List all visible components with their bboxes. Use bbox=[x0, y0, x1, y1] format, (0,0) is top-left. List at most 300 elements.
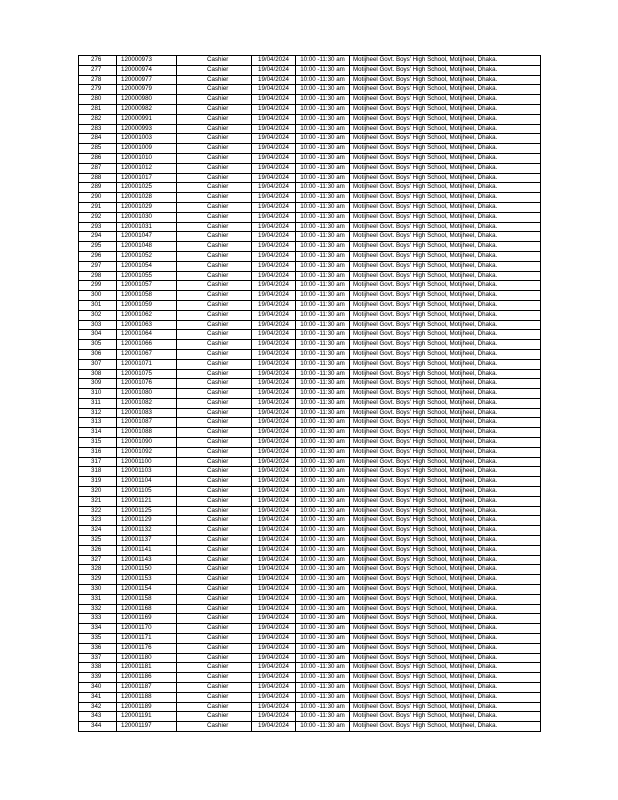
serial-cell: 329 bbox=[79, 575, 117, 585]
venue-cell: Motijheel Govt. Boys' High School, Motijheel, Dhaka. bbox=[350, 163, 541, 173]
table-row bbox=[79, 232, 541, 242]
roll-number-cell: 120001197 bbox=[117, 722, 177, 732]
exam-date-cell: 19/04/2024 bbox=[252, 722, 296, 732]
venue-cell: Motijheel Govt. Boys' High School, Motijheel, Dhaka. bbox=[350, 545, 541, 555]
table-row bbox=[79, 487, 541, 497]
table-row bbox=[79, 692, 541, 702]
exam-time-cell: 10:00 -11:30 am bbox=[296, 222, 350, 232]
serial-cell: 279 bbox=[79, 85, 117, 95]
post-cell: Cashier bbox=[177, 575, 252, 585]
exam-time-cell: 10:00 -11:30 am bbox=[296, 634, 350, 644]
post-cell: Cashier bbox=[177, 585, 252, 595]
venue-cell: Motijheel Govt. Boys' High School, Motijheel, Dhaka. bbox=[350, 75, 541, 85]
venue-cell: Motijheel Govt. Boys' High School, Motijheel, Dhaka. bbox=[350, 663, 541, 673]
exam-date-cell: 19/04/2024 bbox=[252, 202, 296, 212]
post-cell: Cashier bbox=[177, 594, 252, 604]
exam-date-cell: 19/04/2024 bbox=[252, 702, 296, 712]
exam-time-cell: 10:00 -11:30 am bbox=[296, 555, 350, 565]
exam-date-cell: 19/04/2024 bbox=[252, 340, 296, 350]
roll-number-cell: 120001187 bbox=[117, 683, 177, 693]
table-row bbox=[79, 477, 541, 487]
serial-cell: 277 bbox=[79, 65, 117, 75]
serial-cell: 330 bbox=[79, 585, 117, 595]
table-row bbox=[79, 251, 541, 261]
serial-cell: 311 bbox=[79, 398, 117, 408]
post-cell: Cashier bbox=[177, 359, 252, 369]
serial-cell: 314 bbox=[79, 428, 117, 438]
serial-cell: 336 bbox=[79, 643, 117, 653]
venue-cell: Motijheel Govt. Boys' High School, Motijheel, Dhaka. bbox=[350, 251, 541, 261]
table-row bbox=[79, 242, 541, 252]
post-cell: Cashier bbox=[177, 428, 252, 438]
post-cell: Cashier bbox=[177, 65, 252, 75]
roll-number-cell: 120001082 bbox=[117, 398, 177, 408]
exam-time-cell: 10:00 -11:30 am bbox=[296, 428, 350, 438]
post-cell: Cashier bbox=[177, 555, 252, 565]
exam-date-cell: 19/04/2024 bbox=[252, 104, 296, 114]
exam-date-cell: 19/04/2024 bbox=[252, 134, 296, 144]
post-cell: Cashier bbox=[177, 310, 252, 320]
serial-cell: 309 bbox=[79, 379, 117, 389]
table-row bbox=[79, 536, 541, 546]
exam-time-cell: 10:00 -11:30 am bbox=[296, 594, 350, 604]
roll-number-cell: 120001168 bbox=[117, 604, 177, 614]
post-cell: Cashier bbox=[177, 242, 252, 252]
post-cell: Cashier bbox=[177, 349, 252, 359]
serial-cell: 303 bbox=[79, 320, 117, 330]
table-row bbox=[79, 95, 541, 105]
table-row bbox=[79, 643, 541, 653]
exam-time-cell: 10:00 -11:30 am bbox=[296, 359, 350, 369]
table-row bbox=[79, 281, 541, 291]
venue-cell: Motijheel Govt. Boys' High School, Motijheel, Dhaka. bbox=[350, 438, 541, 448]
roll-number-cell: 120001075 bbox=[117, 369, 177, 379]
table-row bbox=[79, 75, 541, 85]
table-row bbox=[79, 271, 541, 281]
exam-date-cell: 19/04/2024 bbox=[252, 222, 296, 232]
serial-cell: 283 bbox=[79, 124, 117, 134]
serial-cell: 305 bbox=[79, 340, 117, 350]
roll-number-cell: 120001158 bbox=[117, 594, 177, 604]
exam-time-cell: 10:00 -11:30 am bbox=[296, 369, 350, 379]
serial-cell: 333 bbox=[79, 614, 117, 624]
exam-date-cell: 19/04/2024 bbox=[252, 300, 296, 310]
venue-cell: Motijheel Govt. Boys' High School, Motijheel, Dhaka. bbox=[350, 242, 541, 252]
venue-cell: Motijheel Govt. Boys' High School, Motijheel, Dhaka. bbox=[350, 144, 541, 154]
roll-number-cell: 120001092 bbox=[117, 447, 177, 457]
roll-number-cell: 120001076 bbox=[117, 379, 177, 389]
table-row bbox=[79, 555, 541, 565]
roll-number-cell: 120001062 bbox=[117, 310, 177, 320]
exam-time-cell: 10:00 -11:30 am bbox=[296, 85, 350, 95]
serial-cell: 318 bbox=[79, 467, 117, 477]
exam-time-cell: 10:00 -11:30 am bbox=[296, 193, 350, 203]
venue-cell: Motijheel Govt. Boys' High School, Motijheel, Dhaka. bbox=[350, 692, 541, 702]
venue-cell: Motijheel Govt. Boys' High School, Motijheel, Dhaka. bbox=[350, 320, 541, 330]
venue-cell: Motijheel Govt. Boys' High School, Motijheel, Dhaka. bbox=[350, 310, 541, 320]
exam-time-cell: 10:00 -11:30 am bbox=[296, 389, 350, 399]
exam-date-cell: 19/04/2024 bbox=[252, 526, 296, 536]
post-cell: Cashier bbox=[177, 722, 252, 732]
serial-cell: 324 bbox=[79, 526, 117, 536]
exam-date-cell: 19/04/2024 bbox=[252, 153, 296, 163]
exam-time-cell: 10:00 -11:30 am bbox=[296, 673, 350, 683]
exam-time-cell: 10:00 -11:30 am bbox=[296, 457, 350, 467]
exam-date-cell: 19/04/2024 bbox=[252, 477, 296, 487]
serial-cell: 286 bbox=[79, 153, 117, 163]
exam-time-cell: 10:00 -11:30 am bbox=[296, 251, 350, 261]
roll-number-cell: 120001141 bbox=[117, 545, 177, 555]
post-cell: Cashier bbox=[177, 222, 252, 232]
serial-cell: 290 bbox=[79, 193, 117, 203]
serial-cell: 288 bbox=[79, 173, 117, 183]
table-row bbox=[79, 222, 541, 232]
post-cell: Cashier bbox=[177, 212, 252, 222]
serial-cell: 342 bbox=[79, 702, 117, 712]
roll-number-cell: 120001071 bbox=[117, 359, 177, 369]
venue-cell: Motijheel Govt. Boys' High School, Motijheel, Dhaka. bbox=[350, 330, 541, 340]
venue-cell: Motijheel Govt. Boys' High School, Motijheel, Dhaka. bbox=[350, 349, 541, 359]
roll-number-cell: 120001181 bbox=[117, 663, 177, 673]
venue-cell: Motijheel Govt. Boys' High School, Motijheel, Dhaka. bbox=[350, 271, 541, 281]
serial-cell: 323 bbox=[79, 516, 117, 526]
serial-cell: 328 bbox=[79, 565, 117, 575]
exam-time-cell: 10:00 -11:30 am bbox=[296, 536, 350, 546]
serial-cell: 302 bbox=[79, 310, 117, 320]
venue-cell: Motijheel Govt. Boys' High School, Motijheel, Dhaka. bbox=[350, 506, 541, 516]
venue-cell: Motijheel Govt. Boys' High School, Motijheel, Dhaka. bbox=[350, 232, 541, 242]
post-cell: Cashier bbox=[177, 369, 252, 379]
post-cell: Cashier bbox=[177, 153, 252, 163]
table-row bbox=[79, 506, 541, 516]
roll-number-cell: 120001188 bbox=[117, 692, 177, 702]
venue-cell: Motijheel Govt. Boys' High School, Motijheel, Dhaka. bbox=[350, 624, 541, 634]
venue-cell: Motijheel Govt. Boys' High School, Motijheel, Dhaka. bbox=[350, 222, 541, 232]
table-row bbox=[79, 585, 541, 595]
exam-date-cell: 19/04/2024 bbox=[252, 692, 296, 702]
exam-date-cell: 19/04/2024 bbox=[252, 408, 296, 418]
exam-time-cell: 10:00 -11:30 am bbox=[296, 408, 350, 418]
table-row bbox=[79, 330, 541, 340]
post-cell: Cashier bbox=[177, 281, 252, 291]
table-row bbox=[79, 526, 541, 536]
table-row bbox=[79, 340, 541, 350]
serial-cell: 332 bbox=[79, 604, 117, 614]
roll-number-cell: 120001189 bbox=[117, 702, 177, 712]
exam-time-cell: 10:00 -11:30 am bbox=[296, 340, 350, 350]
roll-number-cell: 120001028 bbox=[117, 193, 177, 203]
venue-cell: Motijheel Govt. Boys' High School, Motijheel, Dhaka. bbox=[350, 340, 541, 350]
exam-date-cell: 19/04/2024 bbox=[252, 585, 296, 595]
post-cell: Cashier bbox=[177, 457, 252, 467]
table-row bbox=[79, 389, 541, 399]
post-cell: Cashier bbox=[177, 408, 252, 418]
table-row bbox=[79, 575, 541, 585]
post-cell: Cashier bbox=[177, 193, 252, 203]
venue-cell: Motijheel Govt. Boys' High School, Motijheel, Dhaka. bbox=[350, 85, 541, 95]
table-row bbox=[79, 457, 541, 467]
post-cell: Cashier bbox=[177, 516, 252, 526]
post-cell: Cashier bbox=[177, 418, 252, 428]
serial-cell: 312 bbox=[79, 408, 117, 418]
serial-cell: 339 bbox=[79, 673, 117, 683]
serial-cell: 281 bbox=[79, 104, 117, 114]
exam-date-cell: 19/04/2024 bbox=[252, 114, 296, 124]
roll-number-cell: 120001066 bbox=[117, 340, 177, 350]
roll-number-cell: 120001104 bbox=[117, 477, 177, 487]
table-row bbox=[79, 545, 541, 555]
post-cell: Cashier bbox=[177, 398, 252, 408]
exam-time-cell: 10:00 -11:30 am bbox=[296, 153, 350, 163]
exam-date-cell: 19/04/2024 bbox=[252, 594, 296, 604]
serial-cell: 317 bbox=[79, 457, 117, 467]
venue-cell: Motijheel Govt. Boys' High School, Motijheel, Dhaka. bbox=[350, 359, 541, 369]
exam-date-cell: 19/04/2024 bbox=[252, 232, 296, 242]
table-row bbox=[79, 398, 541, 408]
exam-date-cell: 19/04/2024 bbox=[252, 359, 296, 369]
exam-date-cell: 19/04/2024 bbox=[252, 95, 296, 105]
exam-time-cell: 10:00 -11:30 am bbox=[296, 291, 350, 301]
venue-cell: Motijheel Govt. Boys' High School, Motijheel, Dhaka. bbox=[350, 212, 541, 222]
exam-time-cell: 10:00 -11:30 am bbox=[296, 124, 350, 134]
venue-cell: Motijheel Govt. Boys' High School, Motijheel, Dhaka. bbox=[350, 124, 541, 134]
serial-cell: 313 bbox=[79, 418, 117, 428]
post-cell: Cashier bbox=[177, 545, 252, 555]
table-row bbox=[79, 134, 541, 144]
table-row bbox=[79, 153, 541, 163]
table-row bbox=[79, 104, 541, 114]
roll-number-cell: 120001010 bbox=[117, 153, 177, 163]
exam-date-cell: 19/04/2024 bbox=[252, 398, 296, 408]
exam-time-cell: 10:00 -11:30 am bbox=[296, 653, 350, 663]
roll-number-cell: 120001153 bbox=[117, 575, 177, 585]
table-row bbox=[79, 604, 541, 614]
table-row bbox=[79, 349, 541, 359]
exam-time-cell: 10:00 -11:30 am bbox=[296, 722, 350, 732]
exam-date-cell: 19/04/2024 bbox=[252, 251, 296, 261]
serial-cell: 291 bbox=[79, 202, 117, 212]
exam-date-cell: 19/04/2024 bbox=[252, 673, 296, 683]
roll-number-cell: 120001103 bbox=[117, 467, 177, 477]
venue-cell: Motijheel Govt. Boys' High School, Motijheel, Dhaka. bbox=[350, 457, 541, 467]
exam-date-cell: 19/04/2024 bbox=[252, 173, 296, 183]
post-cell: Cashier bbox=[177, 438, 252, 448]
exam-date-cell: 19/04/2024 bbox=[252, 418, 296, 428]
table-row bbox=[79, 663, 541, 673]
exam-time-cell: 10:00 -11:30 am bbox=[296, 575, 350, 585]
table-row bbox=[79, 359, 541, 369]
exam-date-cell: 19/04/2024 bbox=[252, 575, 296, 585]
exam-time-cell: 10:00 -11:30 am bbox=[296, 506, 350, 516]
roll-number-cell: 120001180 bbox=[117, 653, 177, 663]
venue-cell: Motijheel Govt. Boys' High School, Motijheel, Dhaka. bbox=[350, 467, 541, 477]
table-row bbox=[79, 408, 541, 418]
serial-cell: 294 bbox=[79, 232, 117, 242]
serial-cell: 289 bbox=[79, 183, 117, 193]
exam-time-cell: 10:00 -11:30 am bbox=[296, 349, 350, 359]
post-cell: Cashier bbox=[177, 526, 252, 536]
venue-cell: Motijheel Govt. Boys' High School, Motijheel, Dhaka. bbox=[350, 477, 541, 487]
table-row bbox=[79, 712, 541, 722]
venue-cell: Motijheel Govt. Boys' High School, Motijheel, Dhaka. bbox=[350, 702, 541, 712]
table-row bbox=[79, 202, 541, 212]
table-row bbox=[79, 653, 541, 663]
table-row bbox=[79, 594, 541, 604]
roll-number-cell: 120001003 bbox=[117, 134, 177, 144]
serial-cell: 320 bbox=[79, 487, 117, 497]
exam-time-cell: 10:00 -11:30 am bbox=[296, 447, 350, 457]
exam-time-cell: 10:00 -11:30 am bbox=[296, 65, 350, 75]
venue-cell: Motijheel Govt. Boys' High School, Motijheel, Dhaka. bbox=[350, 496, 541, 506]
table-row bbox=[79, 634, 541, 644]
serial-cell: 325 bbox=[79, 536, 117, 546]
table-row bbox=[79, 683, 541, 693]
serial-cell: 292 bbox=[79, 212, 117, 222]
table-row bbox=[79, 614, 541, 624]
table-row bbox=[79, 261, 541, 271]
exam-time-cell: 10:00 -11:30 am bbox=[296, 379, 350, 389]
exam-date-cell: 19/04/2024 bbox=[252, 212, 296, 222]
serial-cell: 343 bbox=[79, 712, 117, 722]
exam-time-cell: 10:00 -11:30 am bbox=[296, 467, 350, 477]
exam-time-cell: 10:00 -11:30 am bbox=[296, 95, 350, 105]
venue-cell: Motijheel Govt. Boys' High School, Motijheel, Dhaka. bbox=[350, 300, 541, 310]
seat-plan-rows bbox=[79, 56, 541, 732]
post-cell: Cashier bbox=[177, 467, 252, 477]
roll-number-cell: 120000991 bbox=[117, 114, 177, 124]
exam-date-cell: 19/04/2024 bbox=[252, 369, 296, 379]
roll-number-cell: 120001067 bbox=[117, 349, 177, 359]
roll-number-cell: 120001030 bbox=[117, 212, 177, 222]
serial-cell: 284 bbox=[79, 134, 117, 144]
serial-cell: 296 bbox=[79, 251, 117, 261]
roll-number-cell: 120001054 bbox=[117, 261, 177, 271]
venue-cell: Motijheel Govt. Boys' High School, Motijheel, Dhaka. bbox=[350, 428, 541, 438]
table-row bbox=[79, 163, 541, 173]
venue-cell: Motijheel Govt. Boys' High School, Motijheel, Dhaka. bbox=[350, 536, 541, 546]
venue-cell: Motijheel Govt. Boys' High School, Motijheel, Dhaka. bbox=[350, 261, 541, 271]
table-row bbox=[79, 428, 541, 438]
serial-cell: 297 bbox=[79, 261, 117, 271]
roll-number-cell: 120000993 bbox=[117, 124, 177, 134]
exam-time-cell: 10:00 -11:30 am bbox=[296, 614, 350, 624]
venue-cell: Motijheel Govt. Boys' High School, Motijheel, Dhaka. bbox=[350, 369, 541, 379]
table-row bbox=[79, 565, 541, 575]
serial-cell: 316 bbox=[79, 447, 117, 457]
roll-number-cell: 120001012 bbox=[117, 163, 177, 173]
roll-number-cell: 120001047 bbox=[117, 232, 177, 242]
post-cell: Cashier bbox=[177, 702, 252, 712]
exam-time-cell: 10:00 -11:30 am bbox=[296, 212, 350, 222]
post-cell: Cashier bbox=[177, 251, 252, 261]
exam-date-cell: 19/04/2024 bbox=[252, 144, 296, 154]
serial-cell: 304 bbox=[79, 330, 117, 340]
post-cell: Cashier bbox=[177, 271, 252, 281]
exam-date-cell: 19/04/2024 bbox=[252, 467, 296, 477]
post-cell: Cashier bbox=[177, 144, 252, 154]
exam-date-cell: 19/04/2024 bbox=[252, 389, 296, 399]
roll-number-cell: 120001169 bbox=[117, 614, 177, 624]
exam-date-cell: 19/04/2024 bbox=[252, 643, 296, 653]
exam-time-cell: 10:00 -11:30 am bbox=[296, 712, 350, 722]
serial-cell: 344 bbox=[79, 722, 117, 732]
exam-date-cell: 19/04/2024 bbox=[252, 438, 296, 448]
exam-time-cell: 10:00 -11:30 am bbox=[296, 202, 350, 212]
exam-time-cell: 10:00 -11:30 am bbox=[296, 692, 350, 702]
roll-number-cell: 120001170 bbox=[117, 624, 177, 634]
table-row bbox=[79, 320, 541, 330]
roll-number-cell: 120001009 bbox=[117, 144, 177, 154]
post-cell: Cashier bbox=[177, 183, 252, 193]
venue-cell: Motijheel Govt. Boys' High School, Motijheel, Dhaka. bbox=[350, 604, 541, 614]
venue-cell: Motijheel Govt. Boys' High School, Motijheel, Dhaka. bbox=[350, 95, 541, 105]
exam-time-cell: 10:00 -11:30 am bbox=[296, 104, 350, 114]
table-row bbox=[79, 438, 541, 448]
post-cell: Cashier bbox=[177, 320, 252, 330]
exam-date-cell: 19/04/2024 bbox=[252, 555, 296, 565]
roll-number-cell: 120001055 bbox=[117, 271, 177, 281]
exam-date-cell: 19/04/2024 bbox=[252, 85, 296, 95]
table-row bbox=[79, 447, 541, 457]
exam-date-cell: 19/04/2024 bbox=[252, 565, 296, 575]
exam-date-cell: 19/04/2024 bbox=[252, 183, 296, 193]
venue-cell: Motijheel Govt. Boys' High School, Motijheel, Dhaka. bbox=[350, 673, 541, 683]
roll-number-cell: 120001191 bbox=[117, 712, 177, 722]
roll-number-cell: 120001129 bbox=[117, 516, 177, 526]
exam-date-cell: 19/04/2024 bbox=[252, 487, 296, 497]
post-cell: Cashier bbox=[177, 340, 252, 350]
table-row bbox=[79, 144, 541, 154]
serial-cell: 306 bbox=[79, 349, 117, 359]
venue-cell: Motijheel Govt. Boys' High School, Motijheel, Dhaka. bbox=[350, 487, 541, 497]
roll-number-cell: 120001059 bbox=[117, 300, 177, 310]
exam-date-cell: 19/04/2024 bbox=[252, 193, 296, 203]
exam-date-cell: 19/04/2024 bbox=[252, 261, 296, 271]
venue-cell: Motijheel Govt. Boys' High School, Motijheel, Dhaka. bbox=[350, 291, 541, 301]
serial-cell: 285 bbox=[79, 144, 117, 154]
serial-cell: 335 bbox=[79, 634, 117, 644]
venue-cell: Motijheel Govt. Boys' High School, Motijheel, Dhaka. bbox=[350, 389, 541, 399]
venue-cell: Motijheel Govt. Boys' High School, Motijheel, Dhaka. bbox=[350, 712, 541, 722]
serial-cell: 280 bbox=[79, 95, 117, 105]
exam-date-cell: 19/04/2024 bbox=[252, 65, 296, 75]
roll-number-cell: 120001176 bbox=[117, 643, 177, 653]
exam-date-cell: 19/04/2024 bbox=[252, 330, 296, 340]
exam-time-cell: 10:00 -11:30 am bbox=[296, 585, 350, 595]
post-cell: Cashier bbox=[177, 232, 252, 242]
post-cell: Cashier bbox=[177, 163, 252, 173]
serial-cell: 338 bbox=[79, 663, 117, 673]
post-cell: Cashier bbox=[177, 496, 252, 506]
venue-cell: Motijheel Govt. Boys' High School, Motijheel, Dhaka. bbox=[350, 173, 541, 183]
roll-number-cell: 120001137 bbox=[117, 536, 177, 546]
venue-cell: Motijheel Govt. Boys' High School, Motijheel, Dhaka. bbox=[350, 683, 541, 693]
venue-cell: Motijheel Govt. Boys' High School, Motijheel, Dhaka. bbox=[350, 153, 541, 163]
table-row bbox=[79, 467, 541, 477]
exam-time-cell: 10:00 -11:30 am bbox=[296, 526, 350, 536]
venue-cell: Motijheel Govt. Boys' High School, Motijheel, Dhaka. bbox=[350, 634, 541, 644]
post-cell: Cashier bbox=[177, 712, 252, 722]
roll-number-cell: 120001143 bbox=[117, 555, 177, 565]
post-cell: Cashier bbox=[177, 487, 252, 497]
exam-time-cell: 10:00 -11:30 am bbox=[296, 545, 350, 555]
venue-cell: Motijheel Govt. Boys' High School, Motijheel, Dhaka. bbox=[350, 516, 541, 526]
venue-cell: Motijheel Govt. Boys' High School, Motijheel, Dhaka. bbox=[350, 56, 541, 66]
venue-cell: Motijheel Govt. Boys' High School, Motijheel, Dhaka. bbox=[350, 722, 541, 732]
post-cell: Cashier bbox=[177, 506, 252, 516]
table-row bbox=[79, 173, 541, 183]
post-cell: Cashier bbox=[177, 202, 252, 212]
